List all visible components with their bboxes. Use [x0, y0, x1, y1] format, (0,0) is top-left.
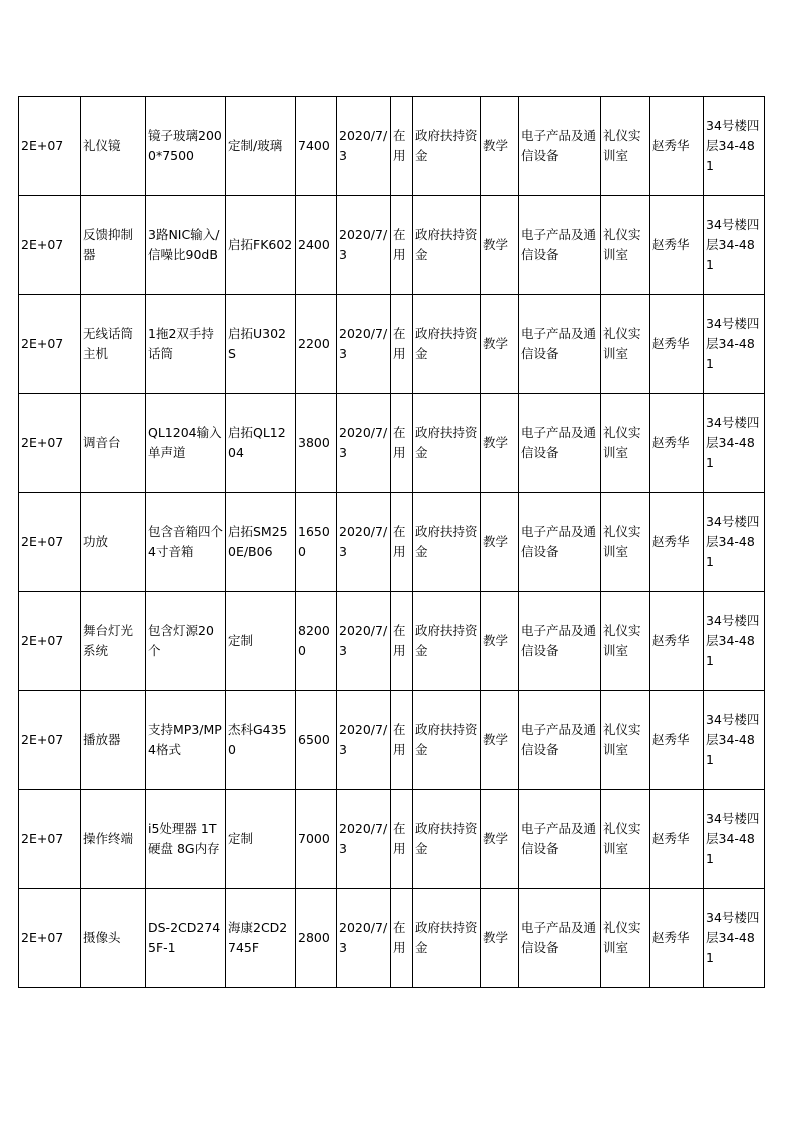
price-cell: 7000 — [296, 790, 337, 889]
status-cell: 在用 — [391, 295, 413, 394]
usage-cell: 教学 — [481, 790, 519, 889]
category-cell: 电子产品及通信设备 — [519, 196, 601, 295]
usage-cell: 教学 — [481, 394, 519, 493]
status-cell: 在用 — [391, 196, 413, 295]
location-cell: 34号楼四层34-481 — [704, 889, 765, 988]
purchase-date-cell: 2020/7/3 — [337, 889, 391, 988]
fund-source-cell: 政府扶持资金 — [413, 691, 481, 790]
asset-id-cell: 2E+07 — [19, 196, 81, 295]
status-cell: 在用 — [391, 691, 413, 790]
keeper-cell: 赵秀华 — [650, 790, 704, 889]
keeper-cell: 赵秀华 — [650, 889, 704, 988]
category-cell: 电子产品及通信设备 — [519, 592, 601, 691]
status-cell: 在用 — [391, 790, 413, 889]
keeper-cell: 赵秀华 — [650, 493, 704, 592]
asset-id-cell: 2E+07 — [19, 493, 81, 592]
purchase-date-cell: 2020/7/3 — [337, 790, 391, 889]
keeper-cell: 赵秀华 — [650, 196, 704, 295]
fund-source-cell: 政府扶持资金 — [413, 97, 481, 196]
model-cell: 启拓FK602 — [226, 196, 296, 295]
room-cell: 礼仪实训室 — [601, 295, 650, 394]
price-cell: 82000 — [296, 592, 337, 691]
asset-name-cell: 调音台 — [81, 394, 146, 493]
status-cell: 在用 — [391, 493, 413, 592]
status-cell: 在用 — [391, 97, 413, 196]
price-cell: 6500 — [296, 691, 337, 790]
table-row — [19, 295, 765, 394]
spec-cell: DS-2CD2745F-1 — [146, 889, 226, 988]
spec-cell: 包含音箱四个4寸音箱 — [146, 493, 226, 592]
location-cell: 34号楼四层34-481 — [704, 691, 765, 790]
category-cell: 电子产品及通信设备 — [519, 889, 601, 988]
keeper-cell: 赵秀华 — [650, 394, 704, 493]
usage-cell: 教学 — [481, 889, 519, 988]
usage-cell: 教学 — [481, 691, 519, 790]
category-cell: 电子产品及通信设备 — [519, 394, 601, 493]
model-cell: 海康2CD2745F — [226, 889, 296, 988]
spec-cell: i5处理器 1T硬盘 8G内存 — [146, 790, 226, 889]
asset-name-cell: 反馈抑制器 — [81, 196, 146, 295]
price-cell: 2400 — [296, 196, 337, 295]
usage-cell: 教学 — [481, 196, 519, 295]
asset-id-cell: 2E+07 — [19, 691, 81, 790]
asset-name-cell: 播放器 — [81, 691, 146, 790]
model-cell: 启拓QL1204 — [226, 394, 296, 493]
asset-id-cell: 2E+07 — [19, 592, 81, 691]
table-row — [19, 691, 765, 790]
spec-cell: QL1204输入单声道 — [146, 394, 226, 493]
category-cell: 电子产品及通信设备 — [519, 790, 601, 889]
price-cell: 2800 — [296, 889, 337, 988]
category-cell: 电子产品及通信设备 — [519, 295, 601, 394]
room-cell: 礼仪实训室 — [601, 691, 650, 790]
table-row — [19, 97, 765, 196]
purchase-date-cell: 2020/7/3 — [337, 295, 391, 394]
purchase-date-cell: 2020/7/3 — [337, 394, 391, 493]
price-cell: 7400 — [296, 97, 337, 196]
location-cell: 34号楼四层34-481 — [704, 394, 765, 493]
asset-id-cell: 2E+07 — [19, 889, 81, 988]
keeper-cell: 赵秀华 — [650, 691, 704, 790]
fund-source-cell: 政府扶持资金 — [413, 592, 481, 691]
table-row — [19, 394, 765, 493]
spec-cell: 1拖2双手持话筒 — [146, 295, 226, 394]
fund-source-cell: 政府扶持资金 — [413, 889, 481, 988]
asset-name-cell: 功放 — [81, 493, 146, 592]
purchase-date-cell: 2020/7/3 — [337, 691, 391, 790]
room-cell: 礼仪实训室 — [601, 97, 650, 196]
price-cell: 2200 — [296, 295, 337, 394]
fund-source-cell: 政府扶持资金 — [413, 295, 481, 394]
fund-source-cell: 政府扶持资金 — [413, 196, 481, 295]
fund-source-cell: 政府扶持资金 — [413, 790, 481, 889]
usage-cell: 教学 — [481, 97, 519, 196]
fund-source-cell: 政府扶持资金 — [413, 493, 481, 592]
usage-cell: 教学 — [481, 493, 519, 592]
asset-name-cell: 礼仪镜 — [81, 97, 146, 196]
location-cell: 34号楼四层34-481 — [704, 790, 765, 889]
asset-name-cell: 操作终端 — [81, 790, 146, 889]
model-cell: 启拓U302S — [226, 295, 296, 394]
purchase-date-cell: 2020/7/3 — [337, 196, 391, 295]
location-cell: 34号楼四层34-481 — [704, 97, 765, 196]
usage-cell: 教学 — [481, 592, 519, 691]
spec-cell: 镜子玻璃2000*7500 — [146, 97, 226, 196]
category-cell: 电子产品及通信设备 — [519, 97, 601, 196]
location-cell: 34号楼四层34-481 — [704, 592, 765, 691]
asset-name-cell: 摄像头 — [81, 889, 146, 988]
room-cell: 礼仪实训室 — [601, 592, 650, 691]
keeper-cell: 赵秀华 — [650, 592, 704, 691]
purchase-date-cell: 2020/7/3 — [337, 592, 391, 691]
room-cell: 礼仪实训室 — [601, 493, 650, 592]
category-cell: 电子产品及通信设备 — [519, 493, 601, 592]
purchase-date-cell: 2020/7/3 — [337, 493, 391, 592]
asset-id-cell: 2E+07 — [19, 394, 81, 493]
keeper-cell: 赵秀华 — [650, 295, 704, 394]
fund-source-cell: 政府扶持资金 — [413, 394, 481, 493]
room-cell: 礼仪实训室 — [601, 196, 650, 295]
asset-id-cell: 2E+07 — [19, 790, 81, 889]
table-row — [19, 790, 765, 889]
status-cell: 在用 — [391, 889, 413, 988]
asset-name-cell: 无线话筒主机 — [81, 295, 146, 394]
table-body — [19, 97, 765, 988]
table-row — [19, 493, 765, 592]
spec-cell: 3路NIC输入/信噪比90dB — [146, 196, 226, 295]
table-row — [19, 889, 765, 988]
usage-cell: 教学 — [481, 295, 519, 394]
asset-id-cell: 2E+07 — [19, 295, 81, 394]
status-cell: 在用 — [391, 592, 413, 691]
spec-cell: 包含灯源20个 — [146, 592, 226, 691]
model-cell: 定制 — [226, 790, 296, 889]
keeper-cell: 赵秀华 — [650, 97, 704, 196]
room-cell: 礼仪实训室 — [601, 790, 650, 889]
spec-cell: 支持MP3/MP4格式 — [146, 691, 226, 790]
price-cell: 3800 — [296, 394, 337, 493]
purchase-date-cell: 2020/7/3 — [337, 97, 391, 196]
model-cell: 定制/玻璃 — [226, 97, 296, 196]
room-cell: 礼仪实训室 — [601, 889, 650, 988]
asset-id-cell: 2E+07 — [19, 97, 81, 196]
model-cell: 定制 — [226, 592, 296, 691]
location-cell: 34号楼四层34-481 — [704, 493, 765, 592]
asset-name-cell: 舞台灯光系统 — [81, 592, 146, 691]
status-cell: 在用 — [391, 394, 413, 493]
category-cell: 电子产品及通信设备 — [519, 691, 601, 790]
model-cell: 杰科G4350 — [226, 691, 296, 790]
room-cell: 礼仪实训室 — [601, 394, 650, 493]
model-cell: 启拓SM250E/B06 — [226, 493, 296, 592]
table-row — [19, 196, 765, 295]
location-cell: 34号楼四层34-481 — [704, 196, 765, 295]
table-row — [19, 592, 765, 691]
price-cell: 16500 — [296, 493, 337, 592]
location-cell: 34号楼四层34-481 — [704, 295, 765, 394]
asset-table — [18, 96, 765, 988]
